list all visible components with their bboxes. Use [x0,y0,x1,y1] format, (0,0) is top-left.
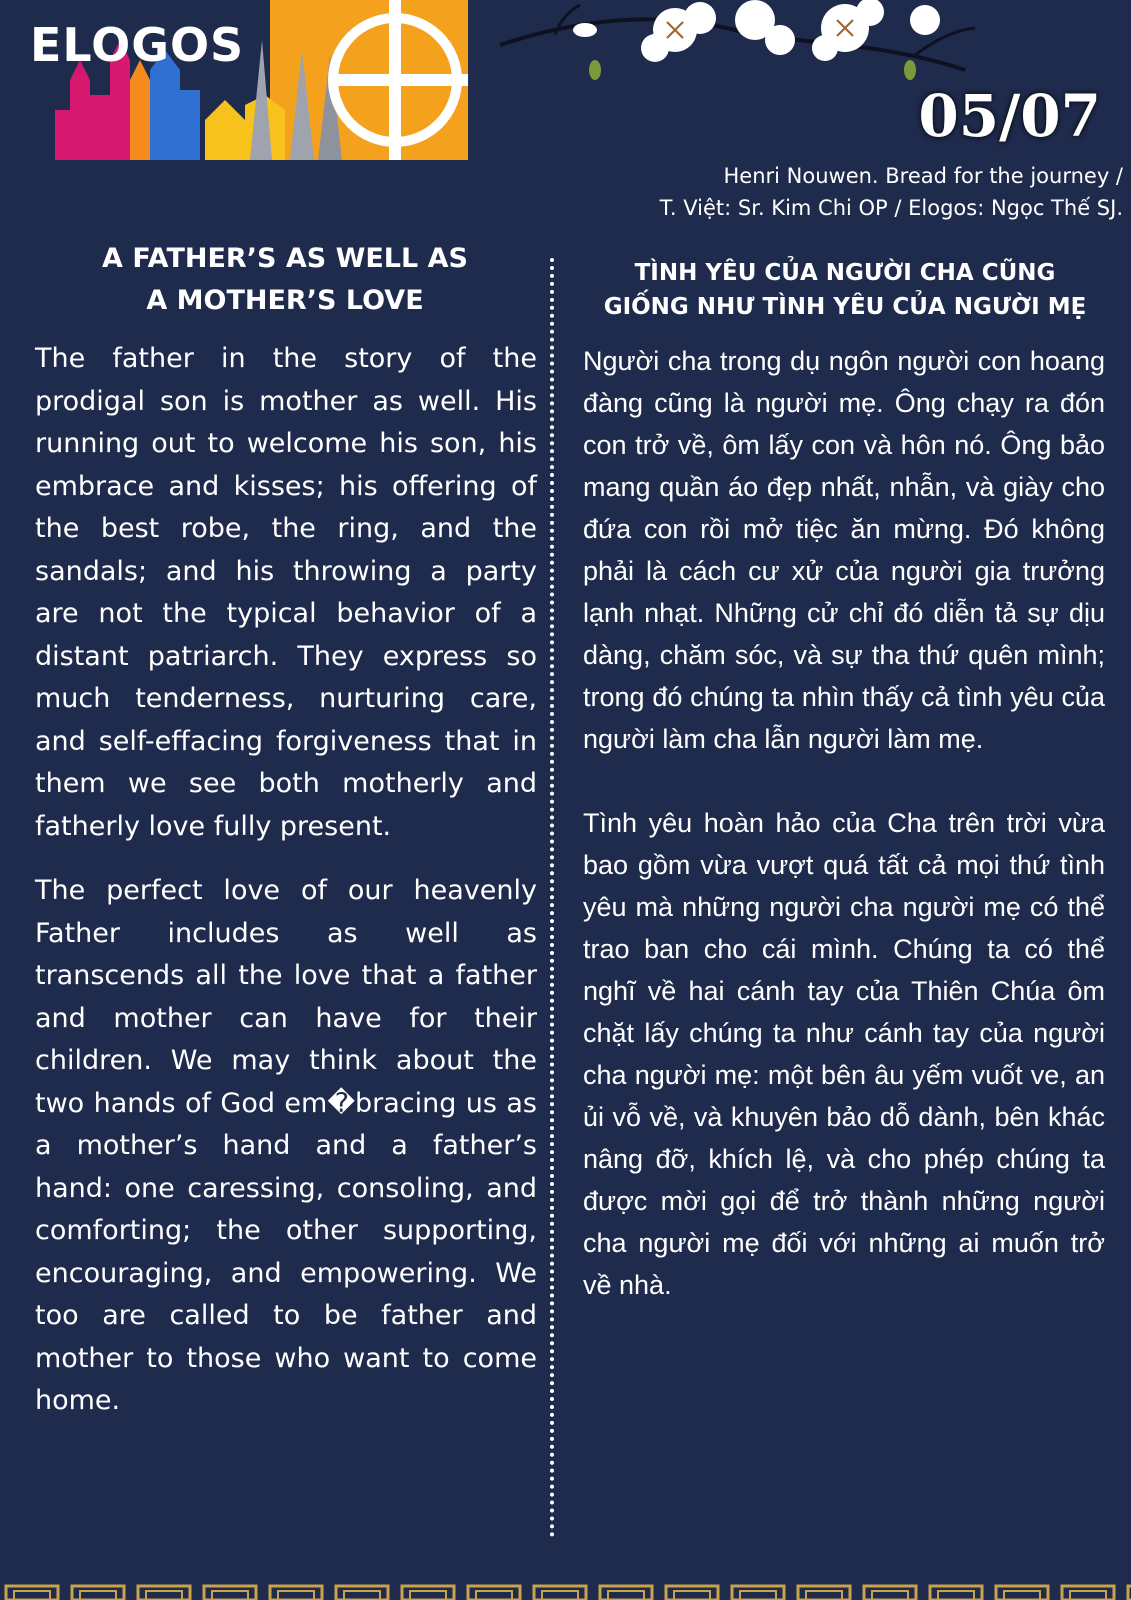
logo-text: ELOGOS [30,18,245,72]
vietnamese-body [583,340,1105,1306]
vietnamese-paragraph: Người cha trong dụ ngôn người con hoang đàng cũng là người mẹ. Ông chạy ra đón con trở về, ôm lấy con và hôn nó. Ông bảo mang quần áo đẹp nhất, nhẫn, và giày cho đứa con rồi mở tiệc ăn mừng. Đó không phải là cách cư xử của người gia trưởng lạnh nhạt. Những cử chỉ đó diễn tả sự dịu dàng, chăm sóc, và sự tha thứ quên mình; trong đó chúng ta nhìn thấy cả tình yêu của người làm cha lẫn người làm mẹ. [583,346,1105,754]
english-title-line: A FATHER’S AS WELL AS [102,243,468,274]
english-title-line: A MOTHER’S LOVE [146,285,424,316]
date-label: 05/07 [918,82,1101,150]
english-paragraph: The father in the story of the prodigal son is mother as well. His running out to welcome his son, his embrace and kisses; his offering of the best robe, the ring, and the sandals; and his throwing a party are not the typical behavior of a distant patriarch. They express so much tenderness, nurturing care, and self-effacing forgiveness that in them we see both motherly and fatherly love fully present. [35,343,537,842]
english-paragraph: The perfect love of our heavenly Father includes as well as transcends all the love that a father and mother can have for their children. We may think about the two hands of God em�bracing us as a mother’s hand and a father’s hand: one caressing, consoling, and comforting; the other supporting, encouraging, and empowering. We too are called to be father and mother to those who want to come home. [35,875,537,1416]
credit-line: T. Việt: Sr. Kim Chi OP / Elogos: Ngọc Thế SJ. [659,196,1123,220]
english-title [35,238,535,322]
blossom-branch-icon [495,0,1015,90]
footer-border-pattern [0,1582,1131,1600]
vietnamese-paragraph: Tình yêu hoàn hảo của Cha trên trời vừa bao gồm vừa vượt quá tất cả mọi thứ tình yêu mà những người cha người mẹ có thể trao ban cho cái mình. Chúng ta có thể nghĩ về hai cánh tay của Thiên Chúa ôm chặt lấy chúng ta như cánh tay của người cha người mẹ: một bên âu yếm vuốt ve, an ủi vỗ về, và khuyên bảo dỗ dành, bên khác nâng đỡ, khích lệ, và cho phép chúng ta được mời gọi để trở thành những người cha người mẹ đối với những ai muốn trở về nhà. [583,808,1105,1300]
vietnamese-title-line: GIỐNG NHƯ TÌNH YÊU CỦA NGƯỜI MẸ [603,294,1087,320]
vietnamese-title-line: TÌNH YÊU CỦA NGƯỜI CHA CŨNG [634,260,1056,286]
column-divider [550,258,554,1538]
credit-line: Henri Nouwen. Bread for the journey / [723,164,1123,188]
vietnamese-title [580,256,1110,324]
elogos-logo[interactable] [0,0,468,160]
english-body [35,338,537,1423]
credits [660,160,1123,224]
